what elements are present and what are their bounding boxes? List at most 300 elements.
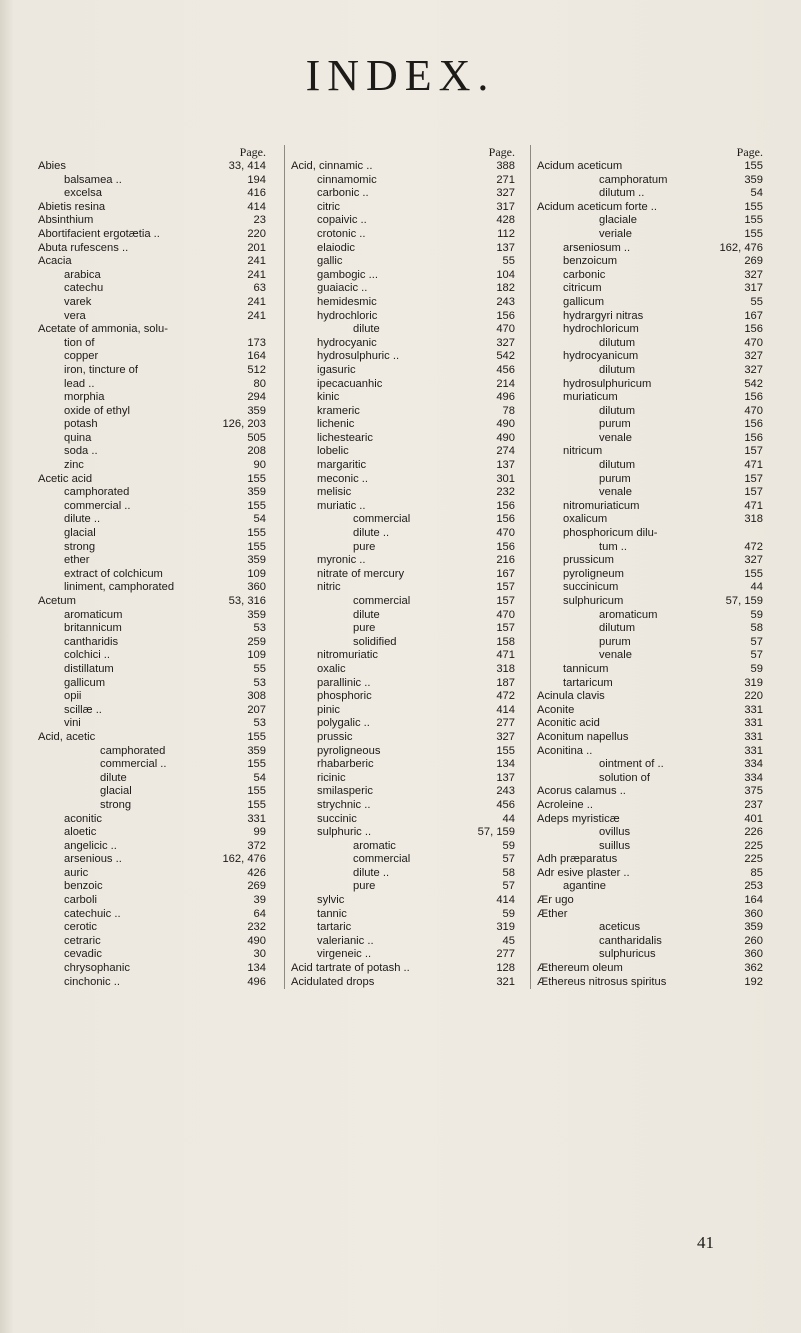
entry-term: succinicum (563, 581, 619, 594)
entry-term: Acid, cinnamic .. (291, 160, 373, 172)
entry-term: Ær ugo (537, 894, 574, 907)
entry-page: 57, 159 (477, 826, 515, 839)
entry-term: arabica (64, 268, 101, 281)
entry-page: 157 (496, 622, 515, 635)
entry-term: aromaticum (599, 608, 658, 621)
entry-page: 155 (247, 527, 266, 540)
index-entry (38, 772, 270, 786)
index-entry (537, 201, 767, 215)
index-entry (537, 908, 767, 922)
entry-page: 155 (744, 200, 763, 213)
entry-page: 334 (744, 771, 763, 784)
entry-term: hydrosulphuricum (563, 377, 652, 390)
entry-term: venale (599, 431, 632, 444)
entry-term: arsenious .. (64, 853, 122, 866)
entry-term: nitromuriatic (317, 649, 378, 662)
entry-term: dilutum (599, 336, 636, 349)
entry-term: lichenic (317, 418, 355, 431)
index-entry (38, 948, 270, 962)
entry-page: 542 (496, 350, 515, 363)
entry-page: 470 (496, 527, 515, 540)
index-entry (38, 405, 270, 419)
index-entry (291, 758, 519, 772)
index-entry (291, 378, 519, 392)
entry-page: 57 (502, 880, 515, 893)
index-entry (537, 160, 767, 174)
entry-term: citricum (563, 282, 602, 295)
entry-term: dilute (353, 323, 380, 336)
entry-page: 57 (750, 649, 763, 662)
index-entry (537, 609, 767, 623)
entry-term: Acetic acid (38, 472, 93, 485)
index-entry (537, 255, 767, 269)
index-entry (291, 609, 519, 623)
index-entry (291, 595, 519, 609)
entry-term: guaiacic .. (317, 282, 368, 295)
index-entry (291, 867, 519, 881)
entry-term: copper (64, 350, 99, 363)
entry-page: 85 (750, 866, 763, 879)
entry-page: 428 (496, 214, 515, 227)
entry-term: parallinic .. (317, 676, 371, 689)
entry-term: auric (64, 866, 89, 879)
entry-term: Aconite (537, 703, 575, 716)
entry-term: Æthereum oleum (537, 962, 623, 975)
entry-term: benzoicum (563, 255, 618, 268)
index-entry (38, 826, 270, 840)
index-entry (38, 527, 270, 541)
entry-term: Acidulated drops (291, 975, 375, 988)
entry-page: 360 (247, 581, 266, 594)
index-entry (291, 391, 519, 405)
entry-page: 331 (744, 717, 763, 730)
entry-page: 274 (496, 445, 515, 458)
index-entry (291, 337, 519, 351)
entry-term: hydrosulphuric .. (317, 350, 400, 363)
entry-page: 201 (247, 241, 266, 254)
index-entry (291, 581, 519, 595)
index-entry (537, 486, 767, 500)
index-entry (38, 486, 270, 500)
index-columns (38, 145, 763, 1255)
entry-page: 156 (496, 513, 515, 526)
index-entry (38, 445, 270, 459)
entry-page: 137 (496, 459, 515, 472)
entry-page: 472 (744, 540, 763, 553)
index-entry (537, 976, 767, 990)
index-entry (38, 813, 270, 827)
entry-page: 59 (750, 662, 763, 675)
index-entry (291, 282, 519, 296)
index-entry (38, 840, 270, 854)
index-entry (537, 840, 767, 854)
entry-term: ointment of .. (599, 758, 664, 771)
index-entry (38, 337, 270, 351)
index-entry (291, 323, 519, 337)
entry-page: 243 (496, 785, 515, 798)
entry-page: 414 (496, 703, 515, 716)
entry-page: 277 (496, 948, 515, 961)
entry-term: suillus (599, 839, 631, 852)
index-entry (537, 853, 767, 867)
entry-page: 155 (247, 798, 266, 811)
entry-term: pyroligneous (317, 744, 381, 757)
index-entry (291, 296, 519, 310)
entry-page: 156 (744, 418, 763, 431)
entry-term: tannic (317, 907, 347, 920)
entry-term: quina (64, 431, 92, 444)
entry-page: 167 (496, 567, 515, 580)
entry-term: commercial (353, 853, 411, 866)
entry-term: dilute .. (353, 866, 390, 879)
entry-term: arseniosum .. (563, 241, 631, 254)
entry-page: 226 (744, 826, 763, 839)
entry-term: hemidesmic (317, 295, 377, 308)
entry-term: dilutum (599, 404, 636, 417)
entry-term: glaciale (599, 214, 637, 227)
entry-term: ricinic (317, 771, 346, 784)
entry-page: 414 (496, 894, 515, 907)
entry-page: 375 (744, 785, 763, 798)
index-entry (537, 649, 767, 663)
index-entry (537, 282, 767, 296)
index-entry (537, 799, 767, 813)
index-entry (291, 160, 519, 174)
entry-term: commercial (353, 595, 411, 607)
index-entry (291, 704, 519, 718)
entry-page: 30 (253, 948, 266, 961)
index-entry (291, 894, 519, 908)
index-entry (38, 636, 270, 650)
entry-term: Acetate of ammonia, solu- (38, 323, 168, 336)
entry-term: rhabarberic (317, 758, 374, 771)
entry-term: virgeneic .. (317, 948, 372, 961)
entry-term: Adr esive plaster .. (537, 866, 630, 879)
index-entry (291, 663, 519, 677)
entry-page: 470 (744, 336, 763, 349)
entry-page: 269 (247, 880, 266, 893)
entry-page: 192 (744, 975, 763, 988)
index-entry (537, 772, 767, 786)
index-entry (537, 405, 767, 419)
index-entry (291, 962, 519, 976)
entry-page: 327 (744, 554, 763, 567)
index-entry (537, 677, 767, 691)
entry-page: 162, 476 (222, 853, 266, 866)
entry-term: morphia (64, 391, 105, 404)
index-entry (38, 310, 270, 324)
index-entry (291, 636, 519, 650)
entry-term: phosphoric (317, 690, 372, 703)
index-entry (291, 948, 519, 962)
index-entry (291, 622, 519, 636)
entry-page: 57 (750, 635, 763, 648)
entry-term: nitromuriaticum (563, 499, 640, 512)
entry-page: 54 (253, 771, 266, 784)
entry-term: ipecacuanhic (317, 377, 383, 390)
entry-page: 156 (744, 323, 763, 336)
entry-term: Acidum aceticum (537, 160, 623, 172)
entry-term: Æthereus nitrosus spiritus (537, 975, 667, 988)
entry-page: 53 (253, 717, 266, 730)
index-entry (38, 745, 270, 759)
index-entry (291, 853, 519, 867)
index-entry (291, 717, 519, 731)
entry-term: glacial (64, 527, 96, 540)
entry-page: 155 (744, 227, 763, 240)
entry-page: 414 (247, 200, 266, 213)
entry-term: strong (100, 798, 132, 811)
index-entry (38, 785, 270, 799)
entry-term: glacial (100, 785, 132, 798)
index-entry (38, 609, 270, 623)
entry-term: purum (599, 472, 631, 485)
index-entry (291, 473, 519, 487)
page-number: 41 (697, 1233, 714, 1252)
index-entry (537, 242, 767, 256)
entry-page: 334 (744, 758, 763, 771)
entry-page: 156 (496, 499, 515, 512)
index-entry (38, 731, 270, 745)
index-entry (38, 432, 270, 446)
entry-page: 359 (744, 921, 763, 934)
index-entry (38, 758, 270, 772)
entry-term: lead .. (64, 377, 95, 390)
entry-page: 237 (744, 798, 763, 811)
index-entry (537, 568, 767, 582)
index-entry (38, 350, 270, 364)
entry-page: 59 (750, 608, 763, 621)
entry-page: 155 (247, 472, 266, 485)
entry-page: 158 (496, 635, 515, 648)
index-entry (38, 201, 270, 215)
entry-term: solution of (599, 771, 650, 784)
entry-page: 63 (253, 282, 266, 295)
entry-page: 490 (247, 934, 266, 947)
index-entry (537, 880, 767, 894)
entry-term: Abortifacient ergotætia .. (38, 227, 160, 240)
entry-term: zinc (64, 459, 84, 472)
entry-term: sulphuric .. (317, 826, 372, 839)
entry-term: Acidum aceticum forte .. (537, 200, 657, 213)
index-entry (38, 894, 270, 908)
index-entry (38, 187, 270, 201)
entry-page: 243 (496, 295, 515, 308)
index-entry (537, 228, 767, 242)
entry-term: prussicum (563, 554, 614, 567)
entry-term: purum (599, 635, 631, 648)
entry-term: cevadic (64, 948, 102, 961)
index-entry (291, 908, 519, 922)
entry-page: 162, 476 (719, 241, 763, 254)
index-entry (38, 677, 270, 691)
entry-page: 470 (496, 323, 515, 336)
entry-term: pure (353, 880, 376, 893)
entry-page: 317 (744, 282, 763, 295)
entry-page: 319 (744, 676, 763, 689)
entry-term: dilute .. (353, 527, 390, 540)
entry-page: 207 (247, 703, 266, 716)
index-entry (38, 323, 270, 337)
index-entry (537, 581, 767, 595)
entry-term: venale (599, 649, 632, 662)
entry-page: 194 (247, 173, 266, 186)
entry-term: sylvic (317, 894, 345, 907)
entry-page: 216 (496, 554, 515, 567)
entry-page: 45 (502, 934, 515, 947)
index-entry (291, 527, 519, 541)
entry-term: copaivic .. (317, 214, 367, 227)
entry-term: phosphoricum dilu- (563, 527, 658, 540)
entry-term: hydrochloricum (563, 323, 639, 336)
entry-page: 55 (750, 295, 763, 308)
index-entry (38, 649, 270, 663)
entry-page: 80 (253, 377, 266, 390)
entry-page: 155 (247, 540, 266, 553)
index-entry (291, 459, 519, 473)
entry-page: 470 (744, 404, 763, 417)
index-entry (537, 595, 767, 609)
entry-page: 157 (496, 581, 515, 594)
entry-page: 321 (496, 975, 515, 988)
entry-page: 109 (247, 649, 266, 662)
index-entry (38, 880, 270, 894)
entry-term: Acid, acetic (38, 730, 96, 743)
index-entry (38, 513, 270, 527)
index-entry (38, 174, 270, 188)
entry-page: 317 (496, 200, 515, 213)
index-entry (38, 976, 270, 990)
entry-term: dilutum (599, 622, 636, 635)
index-entry (537, 894, 767, 908)
entry-term: opii (64, 690, 82, 703)
entry-page: 471 (744, 459, 763, 472)
entry-page: 318 (744, 513, 763, 526)
entry-term: smilasperic (317, 785, 373, 798)
index-entry (537, 391, 767, 405)
entry-page: 59 (502, 839, 515, 852)
entry-page: 55 (253, 662, 266, 675)
entry-page: 57, 159 (725, 595, 763, 607)
entry-page: 109 (247, 567, 266, 580)
entry-page: 360 (744, 907, 763, 920)
index-entry (38, 799, 270, 813)
index-entry (537, 921, 767, 935)
index-entry (291, 690, 519, 704)
entry-page: 471 (496, 649, 515, 662)
entry-page: 542 (744, 377, 763, 390)
entry-page: 496 (496, 391, 515, 404)
index-entry (537, 758, 767, 772)
entry-term: commercial .. (64, 499, 131, 512)
entry-term: dilute .. (64, 513, 101, 526)
entry-term: soda .. (64, 445, 98, 458)
index-entry (38, 908, 270, 922)
entry-page: 472 (496, 690, 515, 703)
entry-page: 33, 414 (228, 160, 266, 172)
entry-page: 53 (253, 622, 266, 635)
index-entry (537, 364, 767, 378)
entry-page: 241 (247, 268, 266, 281)
entry-term: ovillus (599, 826, 631, 839)
entry-page: 44 (502, 812, 515, 825)
index-entry (537, 445, 767, 459)
entry-term: tartaricum (563, 676, 613, 689)
entry-page: 260 (744, 934, 763, 947)
entry-term: aconitic (64, 812, 102, 825)
entry-page: 301 (496, 472, 515, 485)
entry-page: 220 (247, 227, 266, 240)
entry-page: 426 (247, 866, 266, 879)
entry-page: 157 (496, 595, 515, 607)
entry-term: Aconitic acid (537, 717, 600, 730)
entry-term: valerianic .. (317, 934, 374, 947)
index-entry (38, 921, 270, 935)
entry-term: aloetic (64, 826, 97, 839)
entry-page: 505 (247, 431, 266, 444)
entry-page: 187 (496, 676, 515, 689)
entry-page: 512 (247, 363, 266, 376)
index-entry (537, 214, 767, 228)
entry-term: nitrate of mercury (317, 567, 405, 580)
entry-page: 327 (496, 336, 515, 349)
entry-term: Acinula clavis (537, 690, 605, 703)
index-entry (38, 391, 270, 405)
entry-page: 331 (744, 703, 763, 716)
entry-term: Adeps myristicæ (537, 812, 620, 825)
index-entry (38, 581, 270, 595)
entry-term: Æther (537, 907, 568, 920)
entry-page: 126, 203 (222, 418, 266, 431)
entry-term: carboli (64, 894, 97, 907)
entry-term: camphorated (100, 744, 166, 757)
entry-page: 155 (496, 744, 515, 757)
index-entry (537, 785, 767, 799)
index-entry (291, 976, 519, 990)
entry-term: excelsa (64, 187, 102, 200)
entry-term: nitric (317, 581, 341, 594)
index-entry (537, 473, 767, 487)
entry-term: aromaticum (64, 608, 123, 621)
entry-page: 241 (247, 295, 266, 308)
entry-page: 327 (496, 187, 515, 200)
entry-term: dilute (100, 771, 127, 784)
entry-term: pinic (317, 703, 341, 716)
entry-term: benzoic (64, 880, 103, 893)
index-entry (537, 310, 767, 324)
entry-term: Acroleine .. (537, 798, 593, 811)
entry-term: dilutum (599, 459, 636, 472)
entry-page: 359 (247, 608, 266, 621)
entry-page: 294 (247, 391, 266, 404)
entry-term: strong (64, 540, 96, 553)
entry-term: cerotic (64, 921, 97, 934)
index-entry (291, 649, 519, 663)
index-entry (537, 935, 767, 949)
entry-page: 44 (750, 581, 763, 594)
entry-page: 157 (744, 445, 763, 458)
entry-page: 253 (744, 880, 763, 893)
index-entry (291, 785, 519, 799)
index-entry (537, 174, 767, 188)
entry-page: 269 (744, 255, 763, 268)
entry-term: igasuric (317, 363, 356, 376)
entry-page: 327 (496, 730, 515, 743)
entry-page: 173 (247, 336, 266, 349)
entry-page: 59 (502, 907, 515, 920)
entry-page: 490 (496, 431, 515, 444)
index-entry (291, 826, 519, 840)
